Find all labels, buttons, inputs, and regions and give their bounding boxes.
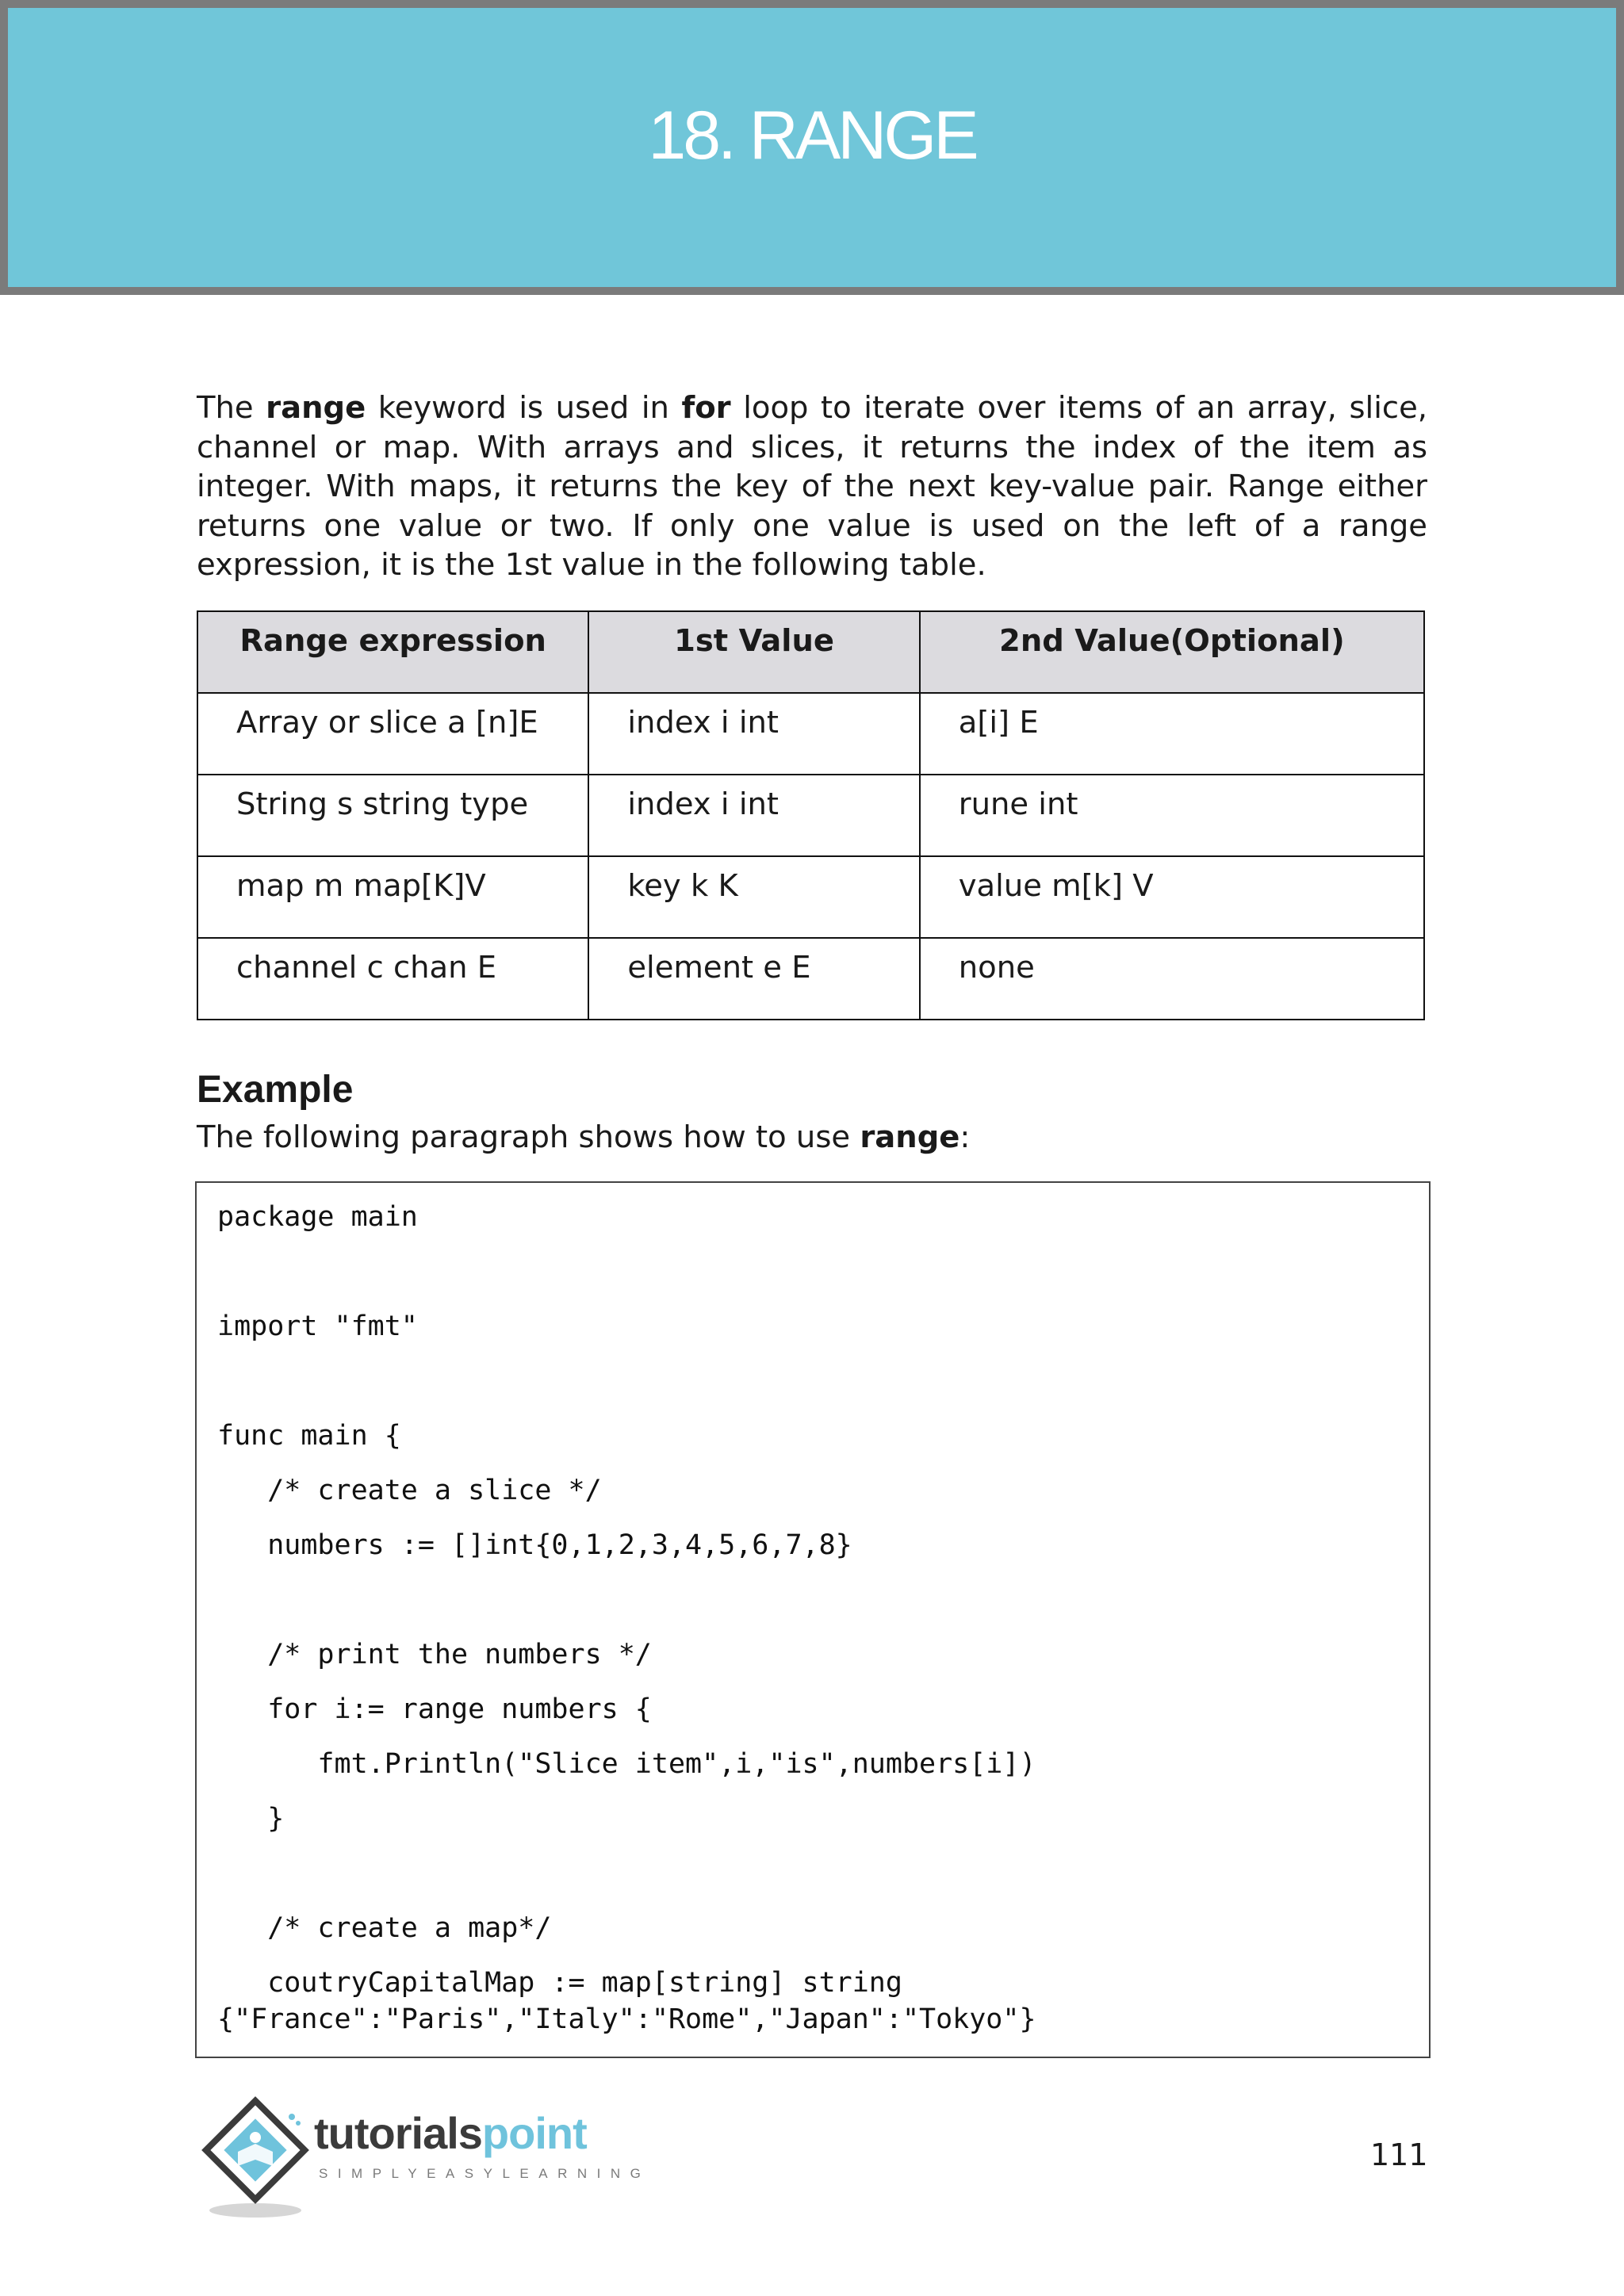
code-line: import "fmt" xyxy=(217,1311,418,1342)
table-cell: channel c chan E xyxy=(197,938,588,1020)
code-block xyxy=(195,1181,1431,2058)
example-heading: Example xyxy=(197,1069,354,1111)
table-header-cell: 1st Value xyxy=(588,611,919,693)
table-cell: value m[k] V xyxy=(920,856,1424,938)
code-line: } xyxy=(217,1803,285,1835)
table-cell: Array or slice a [n]E xyxy=(197,693,588,775)
table-row xyxy=(197,775,1424,856)
table-header-row xyxy=(197,611,1424,693)
table-cell: a[i] E xyxy=(920,693,1424,775)
table-cell: key k K xyxy=(588,856,919,938)
table-row xyxy=(197,693,1424,775)
code-line: for i:= range numbers { xyxy=(217,1693,652,1725)
tutorialspoint-logo xyxy=(197,2093,651,2220)
code-line: coutryCapitalMap := map[string] string xyxy=(217,1967,902,1999)
intro-paragraph xyxy=(197,388,1427,585)
page-number: 111 xyxy=(1370,2137,1428,2172)
logo-text-tutorials: tutorials xyxy=(314,2108,482,2158)
code-line: /* create a slice */ xyxy=(217,1475,602,1506)
table-cell: element e E xyxy=(588,938,919,1020)
table-cell: none xyxy=(920,938,1424,1020)
table-row xyxy=(197,938,1424,1020)
table-cell: map m map[K]V xyxy=(197,856,588,938)
table-cell: String s string type xyxy=(197,775,588,856)
intro-text: keyword is used in xyxy=(366,390,682,426)
intro-keyword-for: for xyxy=(681,390,731,426)
intro-text: The xyxy=(197,390,266,426)
example-desc-text: : xyxy=(959,1119,971,1155)
table-cell: index i int xyxy=(588,775,919,856)
code-line: fmt.Println("Slice item",i,"is",numbers[i]) xyxy=(217,1748,1036,1780)
table-cell: rune int xyxy=(920,775,1424,856)
example-desc-keyword: range xyxy=(860,1119,960,1155)
code-line: numbers := []int{0,1,2,3,4,5,6,7,8} xyxy=(217,1529,852,1561)
logo-tagline: SIMPLYEASYLEARNING xyxy=(319,2166,651,2181)
logo-text-point: point xyxy=(481,2108,587,2158)
diamond-logo-icon xyxy=(197,2093,316,2220)
chapter-banner xyxy=(0,0,1624,295)
intro-keyword-range: range xyxy=(266,390,366,426)
table-header-cell: 2nd Value(Optional) xyxy=(920,611,1424,693)
example-description xyxy=(197,1119,970,1155)
example-desc-text: The following paragraph shows how to use xyxy=(197,1119,860,1155)
code-line: {"France":"Paris","Italy":"Rome","Japan":"Tokyo"} xyxy=(217,2003,1036,2035)
table-header-cell: Range expression xyxy=(197,611,588,693)
code-line: /* create a map*/ xyxy=(217,1912,552,1944)
range-table xyxy=(197,610,1425,1020)
chapter-title: 18. RANGE xyxy=(648,98,976,174)
table-row xyxy=(197,856,1424,938)
table-cell: index i int xyxy=(588,693,919,775)
code-line: /* print the numbers */ xyxy=(217,1639,652,1670)
code-line: func main { xyxy=(217,1420,401,1452)
code-line: package main xyxy=(217,1201,418,1233)
logo-wordmark xyxy=(314,2107,587,2159)
intro-text: loop to iterate over items of an array, slice, channel or map. With arrays and slices, it returns the index of the item as integer. With maps, it returns the key of the next key-value pair. Range either returns one value or two. If only one value is used on the left of a range expression, it is the 1st value in the following table. xyxy=(197,390,1428,583)
